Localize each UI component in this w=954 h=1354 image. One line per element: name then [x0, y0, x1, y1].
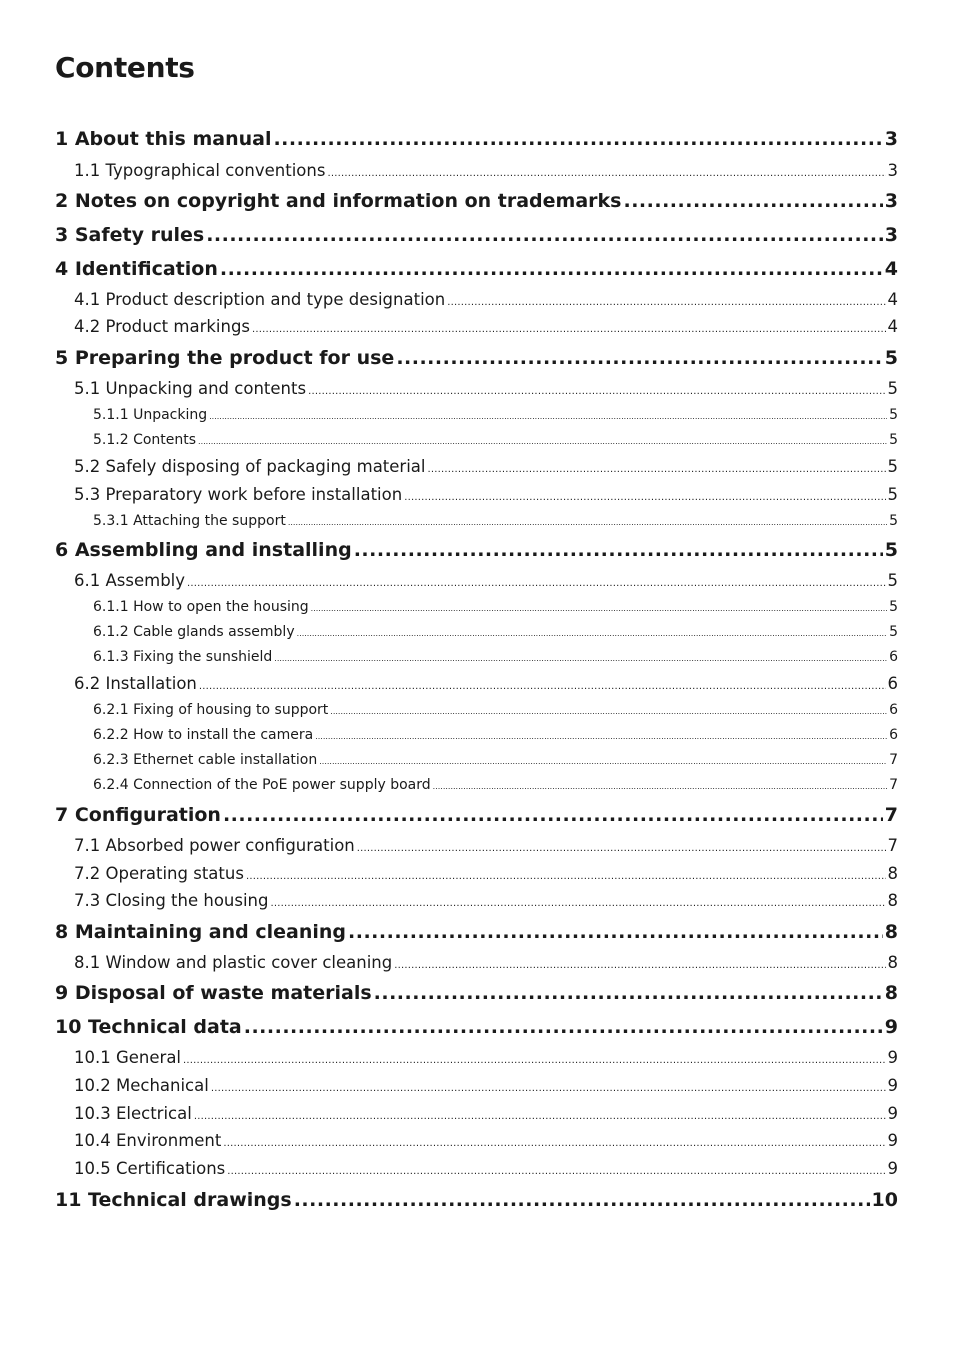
toc-entry-title: 5.1.2 Contents [93, 431, 197, 448]
toc-page-number: 4 [887, 290, 898, 309]
toc-entry-level-3[interactable] [93, 701, 898, 720]
toc-page-number: 5 [889, 598, 898, 615]
toc-entry-level-1[interactable] [55, 1187, 898, 1213]
toc-page-number: 7 [884, 804, 898, 826]
toc-page-number: 3 [884, 128, 898, 150]
toc-entry-level-3[interactable] [93, 751, 898, 770]
toc-page-number: 8 [887, 891, 898, 910]
toc-entry-title: 6.2.2 How to install the camera [93, 726, 314, 743]
toc-dot-leader [274, 649, 887, 668]
toc-page-number: 8 [884, 921, 898, 943]
toc-dot-leader [348, 919, 883, 945]
toc-entry-title: 1.1 Typographical conventions [74, 161, 326, 180]
toc-entry-level-2[interactable] [74, 289, 898, 311]
toc-entry-level-1[interactable] [55, 222, 898, 248]
toc-page-number: 8 [887, 864, 898, 883]
toc-entry-level-1[interactable] [55, 919, 898, 945]
toc-entry-title: 6.2.4 Connection of the PoE power supply board [93, 776, 431, 793]
toc-entry-title: 6.1.1 How to open the housing [93, 598, 309, 615]
toc-dot-leader [315, 727, 887, 746]
toc-entry-level-2[interactable] [74, 835, 898, 857]
toc-page-number: 10 [871, 1189, 898, 1211]
toc-entry-title: 4.2 Product markings [74, 317, 251, 336]
toc-entry-level-1[interactable] [55, 345, 898, 371]
toc-dot-leader [327, 163, 885, 185]
toc-entry-title: 8 Maintaining and cleaning [55, 921, 347, 943]
toc-entry-title: 10.3 Electrical [74, 1104, 192, 1123]
toc-entry-level-2[interactable] [74, 673, 898, 695]
toc-entry-title: 5.1 Unpacking and contents [74, 379, 307, 398]
toc-entry-level-3[interactable] [93, 406, 898, 425]
toc-page-number: 6 [889, 701, 898, 718]
toc-dot-leader [294, 1187, 870, 1213]
toc-entry-level-2[interactable] [74, 1075, 898, 1097]
toc-entry-title: 4.1 Product description and type designation [74, 290, 446, 309]
toc-entry-level-2[interactable] [74, 1103, 898, 1125]
toc-page-number: 3 [884, 190, 898, 212]
toc-entry-title: 6.1.3 Fixing the sunshield [93, 648, 273, 665]
toc-dot-leader [187, 573, 885, 595]
toc-page-number: 3 [884, 224, 898, 246]
toc-dot-leader [319, 752, 887, 771]
toc-dot-leader [330, 702, 887, 721]
toc-entry-title: 6.1 Assembly [74, 571, 186, 590]
toc-entry-title: 6.2 Installation [74, 674, 197, 693]
toc-page-number: 5 [884, 539, 898, 561]
toc-entry-level-3[interactable] [93, 623, 898, 642]
toc-page-number: 9 [884, 1016, 898, 1038]
toc-entry-level-2[interactable] [74, 890, 898, 912]
toc-entry-title: 7 Configuration [55, 804, 221, 826]
toc-entry-level-2[interactable] [74, 484, 898, 506]
toc-entry-title: 11 Technical drawings [55, 1189, 292, 1211]
toc-entry-title: 6.1.2 Cable glands assembly [93, 623, 295, 640]
toc-page-number: 8 [887, 953, 898, 972]
toc-dot-leader [357, 838, 886, 860]
toc-page-number: 3 [887, 161, 898, 180]
toc-dot-leader [374, 980, 883, 1006]
toc-entry-title: 4 Identification [55, 258, 218, 280]
toc-page-number: 7 [889, 776, 898, 793]
toc-entry-level-2[interactable] [74, 1158, 898, 1180]
toc-dot-leader [252, 319, 885, 341]
toc-entry-title: 6.2.3 Ethernet cable installation [93, 751, 318, 768]
toc-page-number: 9 [887, 1076, 898, 1095]
toc-dot-leader [297, 624, 887, 643]
toc-dot-leader [199, 676, 886, 698]
toc-dot-leader [623, 188, 882, 214]
toc-entry-level-3[interactable] [93, 726, 898, 745]
toc-entry-level-1[interactable] [55, 256, 898, 282]
toc-dot-leader [428, 459, 886, 481]
toc-entry-level-3[interactable] [93, 431, 898, 450]
toc-entry-level-1[interactable] [55, 1014, 898, 1040]
toc-entry-level-3[interactable] [93, 648, 898, 667]
toc-entry-title: 2 Notes on copyright and information on trademarks [55, 190, 622, 212]
toc-entry-level-2[interactable] [74, 570, 898, 592]
toc-page-number: 5 [887, 571, 898, 590]
toc-page-number: 5 [889, 512, 898, 529]
toc-entry-title: 5.2 Safely disposing of packaging material [74, 457, 426, 476]
toc-dot-leader [394, 955, 885, 977]
toc-dot-leader [220, 256, 883, 282]
toc-dot-leader [209, 407, 887, 426]
toc-page-number: 7 [887, 836, 898, 855]
toc-dot-leader [354, 537, 883, 563]
toc-entry-level-2[interactable] [74, 378, 898, 400]
toc-dot-leader [273, 126, 882, 152]
toc-dot-leader [404, 487, 885, 509]
toc-page-number: 5 [889, 623, 898, 640]
toc-dot-leader [288, 513, 887, 532]
toc-entry-level-2[interactable] [74, 456, 898, 478]
toc-dot-leader [223, 802, 883, 828]
toc-page-number: 9 [887, 1159, 898, 1178]
toc-entry-title: 10.4 Environment [74, 1131, 222, 1150]
toc-entry-title: 10.5 Certifications [74, 1159, 226, 1178]
toc-page-number: 4 [884, 258, 898, 280]
toc-entry-level-3[interactable] [93, 598, 898, 617]
toc-page-number: 6 [889, 726, 898, 743]
toc-entry-level-2[interactable] [74, 863, 898, 885]
toc-dot-leader [244, 1014, 883, 1040]
toc-entry-title: 8.1 Window and plastic cover cleaning [74, 953, 393, 972]
toc-dot-leader [396, 345, 882, 371]
toc-entry-level-2[interactable] [74, 952, 898, 974]
toc-page-number: 9 [887, 1104, 898, 1123]
toc-entry-title: 10.1 General [74, 1048, 182, 1067]
toc-dot-leader [223, 1133, 885, 1155]
toc-entry-level-1[interactable] [55, 537, 898, 563]
toc-page-number: 5 [887, 379, 898, 398]
toc-entry-title: 5.3 Preparatory work before installation [74, 485, 403, 504]
toc-entry-level-3[interactable] [93, 776, 898, 795]
toc-entry-title: 3 Safety rules [55, 224, 205, 246]
toc-page-number: 5 [889, 431, 898, 448]
toc-entry-level-2[interactable] [74, 160, 898, 182]
toc-dot-leader [198, 432, 887, 451]
toc-entry-title: 10 Technical data [55, 1016, 242, 1038]
toc-dot-leader [227, 1161, 885, 1183]
toc-entry-title: 7.3 Closing the housing [74, 891, 269, 910]
toc-page-number: 5 [884, 347, 898, 369]
toc-entry-level-2[interactable] [74, 1047, 898, 1069]
toc-page-number: 8 [884, 982, 898, 1004]
toc-page-number: 9 [887, 1131, 898, 1150]
toc-dot-leader [433, 777, 887, 796]
toc-dot-leader [308, 381, 885, 403]
toc-page-number: 4 [887, 317, 898, 336]
toc-dot-leader [246, 866, 886, 888]
toc-entry-level-1[interactable] [55, 126, 898, 152]
toc-entry-title: 7.1 Absorbed power configuration [74, 836, 355, 855]
toc-dot-leader [447, 292, 885, 314]
toc-dot-leader [183, 1050, 885, 1072]
toc-dot-leader [311, 599, 887, 618]
toc-page-number: 5 [887, 485, 898, 504]
toc-entry-title: 10.2 Mechanical [74, 1076, 209, 1095]
toc-entry-title: 5 Preparing the product for use [55, 347, 395, 369]
toc-page-number: 6 [887, 674, 898, 693]
toc-entry-level-1[interactable] [55, 802, 898, 828]
toc-dot-leader [211, 1078, 886, 1100]
page-title: Contents [55, 51, 195, 84]
toc-entry-level-3[interactable] [93, 512, 898, 531]
toc-dot-leader [271, 893, 886, 915]
toc-dot-leader [206, 222, 883, 248]
toc-entry-title: 5.3.1 Attaching the support [93, 512, 286, 529]
toc-page-number: 7 [889, 751, 898, 768]
toc-entry-level-2[interactable] [74, 1130, 898, 1152]
toc-entry-title: 5.1.1 Unpacking [93, 406, 208, 423]
toc-entry-level-1[interactable] [55, 188, 898, 214]
toc-entry-title: 9 Disposal of waste materials [55, 982, 372, 1004]
toc-page-number: 6 [889, 648, 898, 665]
toc-page-number: 5 [887, 457, 898, 476]
toc-dot-leader [194, 1106, 886, 1128]
toc-entry-title: 6.2.1 Fixing of housing to support [93, 701, 329, 718]
toc-entry-level-1[interactable] [55, 980, 898, 1006]
toc-entry-title: 6 Assembling and installing [55, 539, 352, 561]
toc-page-number: 5 [889, 406, 898, 423]
toc-entry-title: 1 About this manual [55, 128, 272, 150]
toc-page-number: 9 [887, 1048, 898, 1067]
toc-entry-level-2[interactable] [74, 316, 898, 338]
toc-entry-title: 7.2 Operating status [74, 864, 244, 883]
